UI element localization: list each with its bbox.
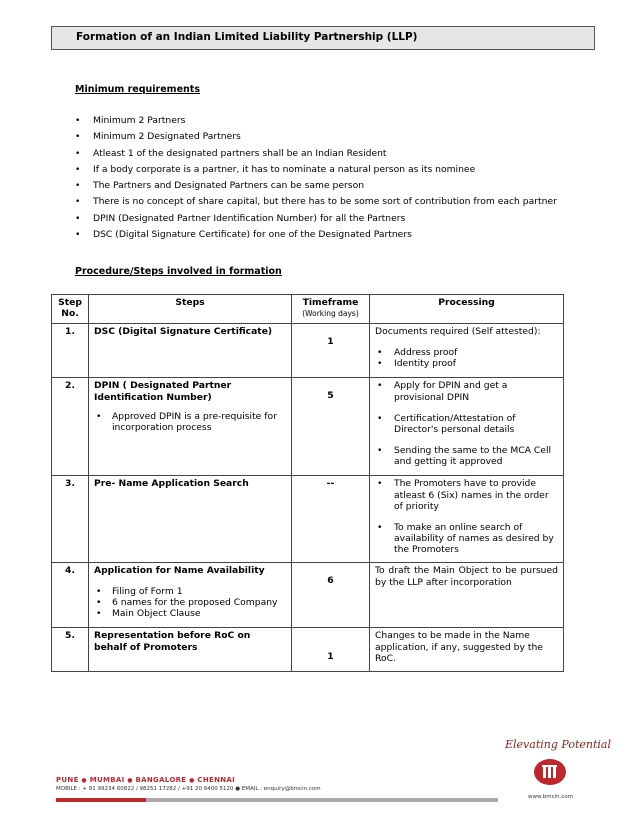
page-title: Formation of an Indian Limited Liability Partnership (LLP): [76, 31, 418, 43]
list-item: • Minimum 2 Partners: [75, 113, 557, 129]
processing-list: [375, 347, 558, 369]
step-title: DSC (Digital Signature Certificate): [94, 326, 273, 338]
processing-cell: [370, 324, 564, 378]
step-title: Pre- Name Application Search: [94, 478, 249, 490]
list-item: • There is no concept of share capital, but there has to be some sort of contribution from each partner: [75, 194, 557, 210]
processing-cell: [370, 563, 564, 628]
steps-table: [51, 294, 564, 672]
row-number: 3.: [52, 476, 89, 563]
row-number: 1.: [52, 324, 89, 378]
table-header-row: [52, 295, 564, 324]
timeframe-days: 1: [327, 336, 334, 348]
bmc-logo-icon: [533, 757, 567, 787]
step-title: Representation before RoC on behalf of Promoters: [94, 630, 251, 653]
timeframe-days: 1: [327, 651, 334, 663]
timeframe-days: --: [326, 478, 335, 490]
city: MUMBAI: [89, 776, 125, 784]
processing-text: Documents required (Self attested):: [375, 326, 541, 338]
timeframe-days: 5: [327, 390, 334, 402]
list-item: • Certification/Attestation of Director's personal details: [375, 413, 558, 435]
footer-bar-red: [56, 798, 146, 802]
footer-bar-grey: [146, 798, 498, 802]
table-row: [52, 324, 564, 378]
step-bullets: [94, 411, 286, 433]
timeframe-cell: [292, 378, 370, 476]
contact-line: MOBILE : + 91 99234 60822 / 98251 17282 / +91 20 6400 5120 ● EMAIL : enquiry@bmcin.com: [56, 786, 321, 792]
city: BANGALORE: [135, 776, 187, 784]
list-item: • Identity proof: [375, 358, 558, 369]
timeframe-cell: [292, 563, 370, 628]
row-number: 4.: [52, 563, 89, 628]
processing-list: [375, 478, 558, 555]
step-bullets: [94, 586, 286, 620]
slogan: Elevating Potential: [505, 738, 611, 751]
processing-cell: [370, 378, 564, 476]
step-title: Application for Name Availability: [94, 565, 265, 577]
table-row: [52, 378, 564, 476]
list-item: • Address proof: [375, 347, 558, 358]
list-item: • To make an online search of availability of names as desired by the Promoters: [375, 522, 558, 556]
list-item: • Minimum 2 Designated Partners: [75, 129, 557, 145]
table-row: [52, 563, 564, 628]
processing-list: [375, 380, 558, 467]
list-item: • Apply for DPIN and get a provisional DPIN: [375, 380, 558, 402]
list-item: • The Promoters have to provide atleast 6 (Six) names in the order of priority: [375, 478, 558, 512]
title-box: [51, 26, 595, 50]
processing-cell: [370, 628, 564, 672]
list-item: • DSC (Digital Signature Certificate) for one of the Designated Partners: [75, 227, 557, 243]
list-item: • Atleast 1 of the designated partners shall be an Indian Resident: [75, 146, 557, 162]
timeframe-days: 6: [327, 575, 334, 587]
cities-line: PUNE ● MUMBAI ● BANGALORE ● CHENNAI: [56, 776, 236, 784]
timeframe-cell: [292, 476, 370, 563]
list-item: • Filing of Form 1: [94, 586, 286, 597]
list-item: • If a body corporate is a partner, it has to nominate a natural person as its nominee: [75, 162, 557, 178]
website-link[interactable]: www.bmcin.com: [528, 794, 574, 800]
processing-cell: [370, 476, 564, 563]
step-cell: [89, 628, 292, 672]
step-title: DPIN ( Designated Partner Identification Number): [94, 380, 232, 403]
header-processing: Processing: [370, 295, 564, 324]
timeframe-cell: [292, 628, 370, 672]
table-row: [52, 628, 564, 672]
city: PUNE: [56, 776, 79, 784]
header-timeframe-label: Timeframe: [302, 297, 359, 308]
processing-text: Changes to be made in the Name application, if any, suggested by the RoC.: [375, 630, 543, 664]
row-number: 5.: [52, 628, 89, 672]
step-cell: [89, 476, 292, 563]
list-item: • Approved DPIN is a pre-requisite for incorporation process: [94, 411, 286, 433]
list-item: • 6 names for the proposed Company: [94, 597, 286, 608]
header-timeframe-sub: (Working days): [302, 309, 359, 319]
procedure-heading: Procedure/Steps involved in formation: [75, 266, 282, 277]
list-item: • Sending the same to the MCA Cell and getting it approved: [375, 445, 558, 467]
table-row: [52, 476, 564, 563]
list-item: • DPIN (Designated Partner Identification Number) for all the Partners: [75, 211, 557, 227]
step-cell: [89, 378, 292, 476]
min-req-heading: Minimum requirements: [75, 84, 200, 95]
city: CHENNAI: [197, 776, 236, 784]
processing-text: To draft the Main Object to be pursued by the LLP after incorporation: [375, 565, 558, 588]
timeframe-cell: [292, 324, 370, 378]
list-item: • The Partners and Designated Partners can be same person: [75, 178, 557, 194]
list-item: • Main Object Clause: [94, 608, 286, 619]
header-steps: Steps: [89, 295, 292, 324]
step-cell: [89, 324, 292, 378]
requirements-list: [75, 113, 557, 243]
step-cell: [89, 563, 292, 628]
row-number: 2.: [52, 378, 89, 476]
header-step-no: Step No.: [52, 295, 89, 324]
header-timeframe: [292, 295, 370, 324]
